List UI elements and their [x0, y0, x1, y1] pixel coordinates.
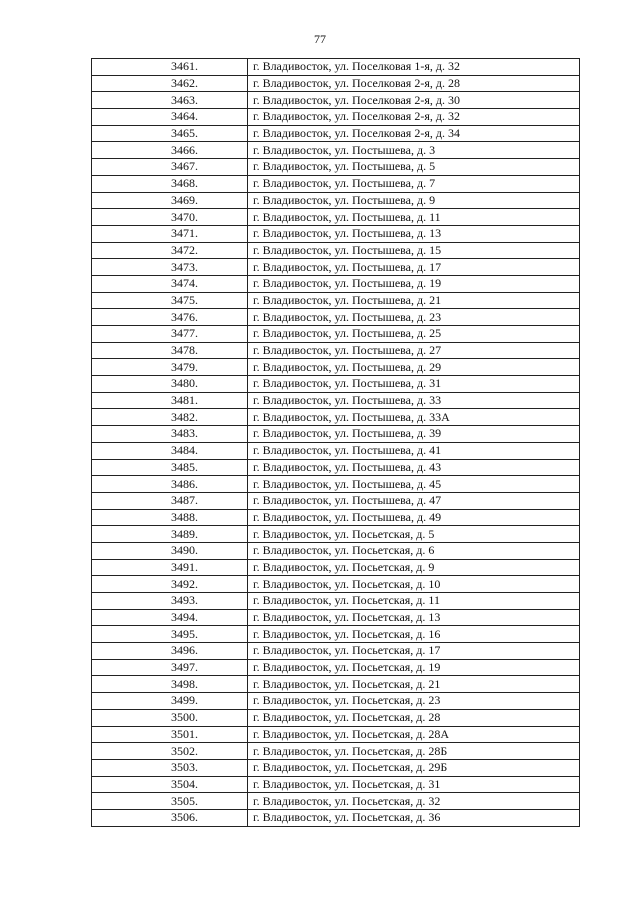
row-address: г. Владивосток, ул. Посьетская, д. 28: [248, 709, 580, 726]
row-number: 3506.: [92, 809, 248, 826]
table-row: [92, 659, 580, 676]
row-address: г. Владивосток, ул. Поселковая 2-я, д. 34: [248, 125, 580, 142]
address-table: [91, 58, 580, 827]
row-number: 3464.: [92, 109, 248, 126]
table-row: [92, 593, 580, 610]
row-number: 3476.: [92, 309, 248, 326]
row-address: г. Владивосток, ул. Постышева, д. 21: [248, 292, 580, 309]
row-number: 3504.: [92, 776, 248, 793]
row-address: г. Владивосток, ул. Посьетская, д. 11: [248, 593, 580, 610]
table-row: [92, 259, 580, 276]
table-row: [92, 209, 580, 226]
table-row: [92, 175, 580, 192]
row-number: 3480.: [92, 376, 248, 393]
row-number: 3494.: [92, 609, 248, 626]
row-address: г. Владивосток, ул. Постышева, д. 25: [248, 326, 580, 343]
row-number: 3499.: [92, 693, 248, 710]
row-address: г. Владивосток, ул. Постышева, д. 7: [248, 175, 580, 192]
row-address: г. Владивосток, ул. Постышева, д. 19: [248, 275, 580, 292]
row-address: г. Владивосток, ул. Поселковая 2-я, д. 30: [248, 92, 580, 109]
table-row: [92, 376, 580, 393]
row-address: г. Владивосток, ул. Постышева, д. 15: [248, 242, 580, 259]
row-number: 3490.: [92, 542, 248, 559]
row-number: 3474.: [92, 275, 248, 292]
row-address: г. Владивосток, ул. Посьетская, д. 32: [248, 793, 580, 810]
table-row: [92, 793, 580, 810]
row-number: 3482.: [92, 409, 248, 426]
table-row: [92, 75, 580, 92]
row-number: 3497.: [92, 659, 248, 676]
row-address: г. Владивосток, ул. Посьетская, д. 19: [248, 659, 580, 676]
row-number: 3475.: [92, 292, 248, 309]
table-row: [92, 492, 580, 509]
table-row: [92, 676, 580, 693]
table-row: [92, 442, 580, 459]
table-row: [92, 342, 580, 359]
row-address: г. Владивосток, ул. Постышева, д. 33А: [248, 409, 580, 426]
row-address: г. Владивосток, ул. Посьетская, д. 36: [248, 809, 580, 826]
row-address: г. Владивосток, ул. Постышева, д. 11: [248, 209, 580, 226]
row-number: 3471.: [92, 225, 248, 242]
table-row: [92, 326, 580, 343]
row-number: 3486.: [92, 476, 248, 493]
row-address: г. Владивосток, ул. Поселковая 2-я, д. 28: [248, 75, 580, 92]
row-number: 3485.: [92, 459, 248, 476]
table-row: [92, 476, 580, 493]
row-number: 3473.: [92, 259, 248, 276]
row-number: 3487.: [92, 492, 248, 509]
table-row: [92, 309, 580, 326]
row-address: г. Владивосток, ул. Постышева, д. 17: [248, 259, 580, 276]
table-row: [92, 125, 580, 142]
row-address: г. Владивосток, ул. Постышева, д. 39: [248, 426, 580, 443]
row-number: 3481.: [92, 392, 248, 409]
row-address: г. Владивосток, ул. Постышева, д. 29: [248, 359, 580, 376]
row-number: 3500.: [92, 709, 248, 726]
row-number: 3496.: [92, 643, 248, 660]
row-number: 3472.: [92, 242, 248, 259]
row-number: 3495.: [92, 626, 248, 643]
table-row: [92, 542, 580, 559]
table-row: [92, 709, 580, 726]
row-number: 3492.: [92, 576, 248, 593]
table-row: [92, 693, 580, 710]
row-number: 3463.: [92, 92, 248, 109]
table-row: [92, 626, 580, 643]
row-address: г. Владивосток, ул. Постышева, д. 23: [248, 309, 580, 326]
row-number: 3491.: [92, 559, 248, 576]
page-number: 77: [314, 32, 326, 46]
row-address: г. Владивосток, ул. Посьетская, д. 28А: [248, 726, 580, 743]
row-number: 3465.: [92, 125, 248, 142]
table-row: [92, 409, 580, 426]
table-row: [92, 275, 580, 292]
row-address: г. Владивосток, ул. Посьетская, д. 9: [248, 559, 580, 576]
row-number: 3461.: [92, 59, 248, 76]
table-row: [92, 392, 580, 409]
row-address: г. Владивосток, ул. Постышева, д. 43: [248, 459, 580, 476]
row-address: г. Владивосток, ул. Посьетская, д. 5: [248, 526, 580, 543]
row-address: г. Владивосток, ул. Посьетская, д. 6: [248, 542, 580, 559]
row-address: г. Владивосток, ул. Посьетская, д. 17: [248, 643, 580, 660]
row-address: г. Владивосток, ул. Постышева, д. 5: [248, 159, 580, 176]
row-address: г. Владивосток, ул. Посьетская, д. 13: [248, 609, 580, 626]
row-address: г. Владивосток, ул. Постышева, д. 33: [248, 392, 580, 409]
row-number: 3467.: [92, 159, 248, 176]
row-number: 3503.: [92, 759, 248, 776]
row-address: г. Владивосток, ул. Поселковая 1-я, д. 32: [248, 59, 580, 76]
table-row: [92, 559, 580, 576]
row-number: 3483.: [92, 426, 248, 443]
row-address: г. Владивосток, ул. Постышева, д. 41: [248, 442, 580, 459]
row-address: г. Владивосток, ул. Постышева, д. 9: [248, 192, 580, 209]
row-number: 3468.: [92, 175, 248, 192]
table-row: [92, 609, 580, 626]
table-row: [92, 426, 580, 443]
row-number: 3489.: [92, 526, 248, 543]
row-number: 3484.: [92, 442, 248, 459]
row-address: г. Владивосток, ул. Посьетская, д. 10: [248, 576, 580, 593]
table-row: [92, 509, 580, 526]
row-number: 3501.: [92, 726, 248, 743]
row-number: 3502.: [92, 743, 248, 760]
table-row: [92, 225, 580, 242]
row-number: 3493.: [92, 593, 248, 610]
table-row: [92, 192, 580, 209]
row-number: 3469.: [92, 192, 248, 209]
table-row: [92, 109, 580, 126]
table-row: [92, 142, 580, 159]
row-address: г. Владивосток, ул. Постышева, д. 13: [248, 225, 580, 242]
row-address: г. Владивосток, ул. Посьетская, д. 28Б: [248, 743, 580, 760]
row-number: 3479.: [92, 359, 248, 376]
table-row: [92, 743, 580, 760]
table-row: [92, 59, 580, 76]
row-address: г. Владивосток, ул. Посьетская, д. 29Б: [248, 759, 580, 776]
table-row: [92, 359, 580, 376]
row-number: 3470.: [92, 209, 248, 226]
table-row: [92, 459, 580, 476]
row-number: 3466.: [92, 142, 248, 159]
table-row: [92, 809, 580, 826]
table-row: [92, 92, 580, 109]
table-row: [92, 242, 580, 259]
row-address: г. Владивосток, ул. Посьетская, д. 16: [248, 626, 580, 643]
row-address: г. Владивосток, ул. Постышева, д. 31: [248, 376, 580, 393]
row-address: г. Владивосток, ул. Постышева, д. 47: [248, 492, 580, 509]
row-address: г. Владивосток, ул. Постышева, д. 27: [248, 342, 580, 359]
row-number: 3505.: [92, 793, 248, 810]
table-row: [92, 759, 580, 776]
table-row: [92, 776, 580, 793]
row-number: 3477.: [92, 326, 248, 343]
row-number: 3488.: [92, 509, 248, 526]
table-row: [92, 726, 580, 743]
table-row: [92, 576, 580, 593]
row-address: г. Владивосток, ул. Поселковая 2-я, д. 32: [248, 109, 580, 126]
row-address: г. Владивосток, ул. Постышева, д. 49: [248, 509, 580, 526]
row-number: 3462.: [92, 75, 248, 92]
row-address: г. Владивосток, ул. Посьетская, д. 31: [248, 776, 580, 793]
row-number: 3478.: [92, 342, 248, 359]
row-address: г. Владивосток, ул. Постышева, д. 45: [248, 476, 580, 493]
table-row: [92, 643, 580, 660]
row-number: 3498.: [92, 676, 248, 693]
table-row: [92, 159, 580, 176]
table-row: [92, 292, 580, 309]
row-address: г. Владивосток, ул. Посьетская, д. 21: [248, 676, 580, 693]
table-row: [92, 526, 580, 543]
row-address: г. Владивосток, ул. Посьетская, д. 23: [248, 693, 580, 710]
row-address: г. Владивосток, ул. Постышева, д. 3: [248, 142, 580, 159]
address-table-body: [92, 59, 580, 827]
